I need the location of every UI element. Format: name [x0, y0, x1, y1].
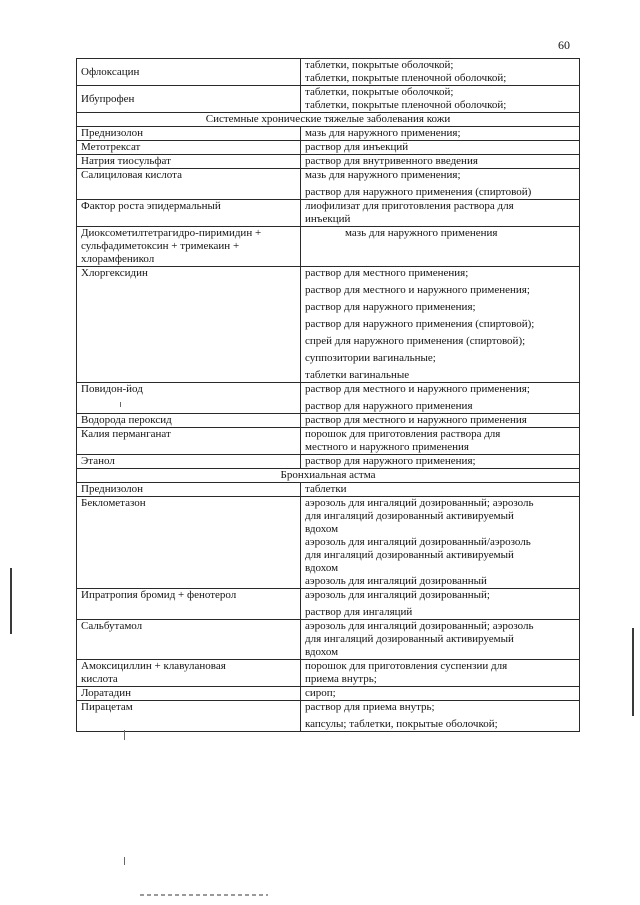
drug-name: Беклометазон	[81, 497, 146, 509]
table-row	[77, 127, 580, 141]
dosage-form-cell	[301, 687, 580, 701]
drug-name: хлорамфеникол	[81, 253, 155, 265]
dosage-form-cell	[301, 414, 580, 428]
dosage-form-cell	[301, 141, 580, 155]
dosage-form: вдохом	[305, 523, 339, 535]
dosage-form: для ингаляций дозированный активируемый	[305, 633, 514, 645]
drug-name-cell	[77, 483, 301, 497]
drug-name: Метотрексат	[81, 141, 141, 153]
dosage-form: лиофилизат для приготовления раствора для	[305, 200, 514, 212]
drug-name: Салициловая кислота	[81, 169, 182, 181]
drug-name: Хлоргексидин	[81, 267, 148, 279]
drug-name: Калия перманганат	[81, 428, 171, 440]
drug-name: Амоксициллин + клавулановая	[81, 660, 226, 672]
table-row	[77, 59, 580, 86]
table-row	[77, 589, 580, 620]
section-title: Системные хронические тяжелые заболевания кожи	[77, 113, 580, 127]
drug-name-cell	[77, 227, 301, 267]
drug-name-cell	[77, 127, 301, 141]
dosage-form-cell	[301, 200, 580, 227]
drug-name-cell	[77, 267, 301, 383]
dosage-form: вдохом	[305, 562, 339, 574]
drug-name: Сальбутамол	[81, 620, 143, 632]
dosage-form: таблетки	[305, 483, 347, 495]
dosage-form: местного и наружного применения	[305, 441, 469, 453]
medication-table-body	[77, 59, 580, 732]
drug-name-cell	[77, 383, 301, 414]
drug-name-cell	[77, 660, 301, 687]
dosage-form-cell	[301, 227, 580, 267]
table-row	[77, 497, 580, 589]
dosage-form: сироп;	[305, 687, 336, 699]
scan-footer-smudge	[140, 894, 268, 896]
drug-name: Офлоксацин	[81, 65, 140, 78]
dosage-form-cell	[301, 86, 580, 113]
dosage-form-cell	[301, 127, 580, 141]
table-row	[77, 227, 580, 267]
dosage-form: раствор для наружного применения;	[305, 301, 476, 313]
drug-name: Преднизолон	[81, 483, 144, 495]
dosage-form: для ингаляций дозированный активируемый	[305, 510, 514, 522]
scan-speck	[124, 730, 125, 740]
dosage-form: капсулы; таблетки, покрытые оболочкой;	[305, 718, 498, 730]
dosage-form-cell	[301, 497, 580, 589]
table-row	[77, 428, 580, 455]
dosage-form: раствор для местного и наружного применения	[305, 414, 527, 426]
dosage-form: таблетки вагинальные	[305, 369, 410, 381]
drug-name-cell	[77, 687, 301, 701]
dosage-form: раствор для местного и наружного применения;	[305, 383, 530, 395]
table-row	[77, 483, 580, 497]
dosage-form: аэрозоль для ингаляций дозированный	[305, 575, 487, 587]
table-row	[77, 169, 580, 200]
dosage-form: раствор для наружного применения;	[305, 455, 476, 467]
drug-name: сульфадиметоксин + тримекаин +	[81, 240, 240, 252]
drug-name-cell	[77, 86, 301, 113]
drug-name: Преднизолон	[81, 127, 144, 139]
dosage-form: раствор для наружного применения (спиртовой)	[305, 186, 532, 198]
dosage-form-cell	[301, 455, 580, 469]
table-row	[77, 383, 580, 414]
dosage-form: суппозитории вагинальные;	[305, 352, 436, 364]
drug-name: Натрия тиосульфат	[81, 155, 171, 167]
table-row	[77, 701, 580, 732]
scan-artifact-left	[10, 568, 12, 634]
table-row	[77, 687, 580, 701]
dosage-form: таблетки, покрытые пленочной оболочкой;	[305, 72, 507, 84]
table-row	[77, 267, 580, 383]
medication-table	[76, 58, 580, 732]
drug-name: Фактор роста эпидермальный	[81, 200, 221, 212]
drug-name: Лоратадин	[81, 687, 131, 699]
dosage-form: раствор для местного и наружного применения;	[305, 284, 530, 296]
drug-name: Водорода пероксид	[81, 414, 172, 426]
table-row	[77, 620, 580, 660]
dosage-form-cell	[301, 267, 580, 383]
dosage-form: раствор для внутривенного введения	[305, 155, 478, 167]
drug-name-cell	[77, 455, 301, 469]
dosage-form: мазь для наружного применения;	[305, 127, 461, 139]
dosage-form-cell	[301, 483, 580, 497]
table-row	[77, 86, 580, 113]
dosage-form: аэрозоль для ингаляций дозированный/аэрозоль	[305, 536, 531, 548]
dosage-form-cell	[301, 383, 580, 414]
dosage-form: раствор для ингаляций	[305, 606, 413, 618]
drug-name-cell	[77, 497, 301, 589]
drug-name: Ибупрофен	[81, 92, 135, 105]
dosage-form: таблетки, покрытые оболочкой;	[305, 86, 454, 98]
scan-artifact-right	[632, 628, 634, 716]
drug-name: Повидон-йод	[81, 383, 143, 395]
dosage-form: раствор для наружного применения (спиртовой);	[305, 318, 535, 330]
drug-name: Ипратропия бромид + фенотерол	[81, 589, 237, 601]
scan-speck	[124, 857, 125, 865]
dosage-form: инъекций	[305, 213, 351, 225]
dosage-form: спрей для наружного применения (спиртовой);	[305, 335, 526, 347]
dosage-form: аэрозоль для ингаляций дозированный; аэрозоль	[305, 497, 534, 509]
dosage-form-cell	[301, 660, 580, 687]
dosage-form-cell	[301, 155, 580, 169]
dosage-form: раствор для приема внутрь;	[305, 701, 435, 713]
table-row	[77, 455, 580, 469]
dosage-form: таблетки, покрытые оболочкой;	[305, 59, 454, 71]
drug-name-cell	[77, 589, 301, 620]
table-row	[77, 141, 580, 155]
scan-speck	[120, 402, 121, 407]
dosage-form-cell	[301, 59, 580, 86]
drug-name-cell	[77, 155, 301, 169]
dosage-form: раствор для наружного применения	[305, 400, 473, 412]
dosage-form: мазь для наружного применения	[345, 227, 498, 239]
drug-name-cell	[77, 59, 301, 86]
dosage-form: для ингаляций дозированный активируемый	[305, 549, 514, 561]
page-number: 60	[558, 38, 570, 52]
dosage-form-cell	[301, 589, 580, 620]
drug-name-cell	[77, 414, 301, 428]
dosage-form: порошок для приготовления суспензии для	[305, 660, 508, 672]
section-title: Бронхиальная астма	[77, 469, 580, 483]
drug-name-cell	[77, 169, 301, 200]
dosage-form: раствор для инъекций	[305, 141, 409, 153]
drug-name: Этанол	[81, 455, 115, 467]
drug-name-cell	[77, 141, 301, 155]
drug-name: кислота	[81, 673, 118, 685]
dosage-form: вдохом	[305, 646, 339, 658]
dosage-form: таблетки, покрытые пленочной оболочкой;	[305, 99, 507, 111]
section-row	[77, 113, 580, 127]
dosage-form-cell	[301, 620, 580, 660]
dosage-form: порошок для приготовления раствора для	[305, 428, 501, 440]
table-row	[77, 200, 580, 227]
table-row	[77, 155, 580, 169]
drug-name: Диоксометилтетрагидро-пиримидин +	[81, 227, 262, 239]
section-row	[77, 469, 580, 483]
dosage-form-cell	[301, 169, 580, 200]
drug-name: Пирацетам	[81, 701, 133, 713]
dosage-form: аэрозоль для ингаляций дозированный; аэрозоль	[305, 620, 534, 632]
dosage-form: мазь для наружного применения;	[305, 169, 461, 181]
dosage-form-cell	[301, 428, 580, 455]
dosage-form: аэрозоль для ингаляций дозированный;	[305, 589, 490, 601]
drug-name-cell	[77, 620, 301, 660]
table-row	[77, 414, 580, 428]
drug-name-cell	[77, 701, 301, 732]
table-row	[77, 660, 580, 687]
drug-name-cell	[77, 428, 301, 455]
dosage-form-cell	[301, 701, 580, 732]
dosage-form: приема внутрь;	[305, 673, 377, 685]
drug-name-cell	[77, 200, 301, 227]
dosage-form: раствор для местного применения;	[305, 267, 469, 279]
